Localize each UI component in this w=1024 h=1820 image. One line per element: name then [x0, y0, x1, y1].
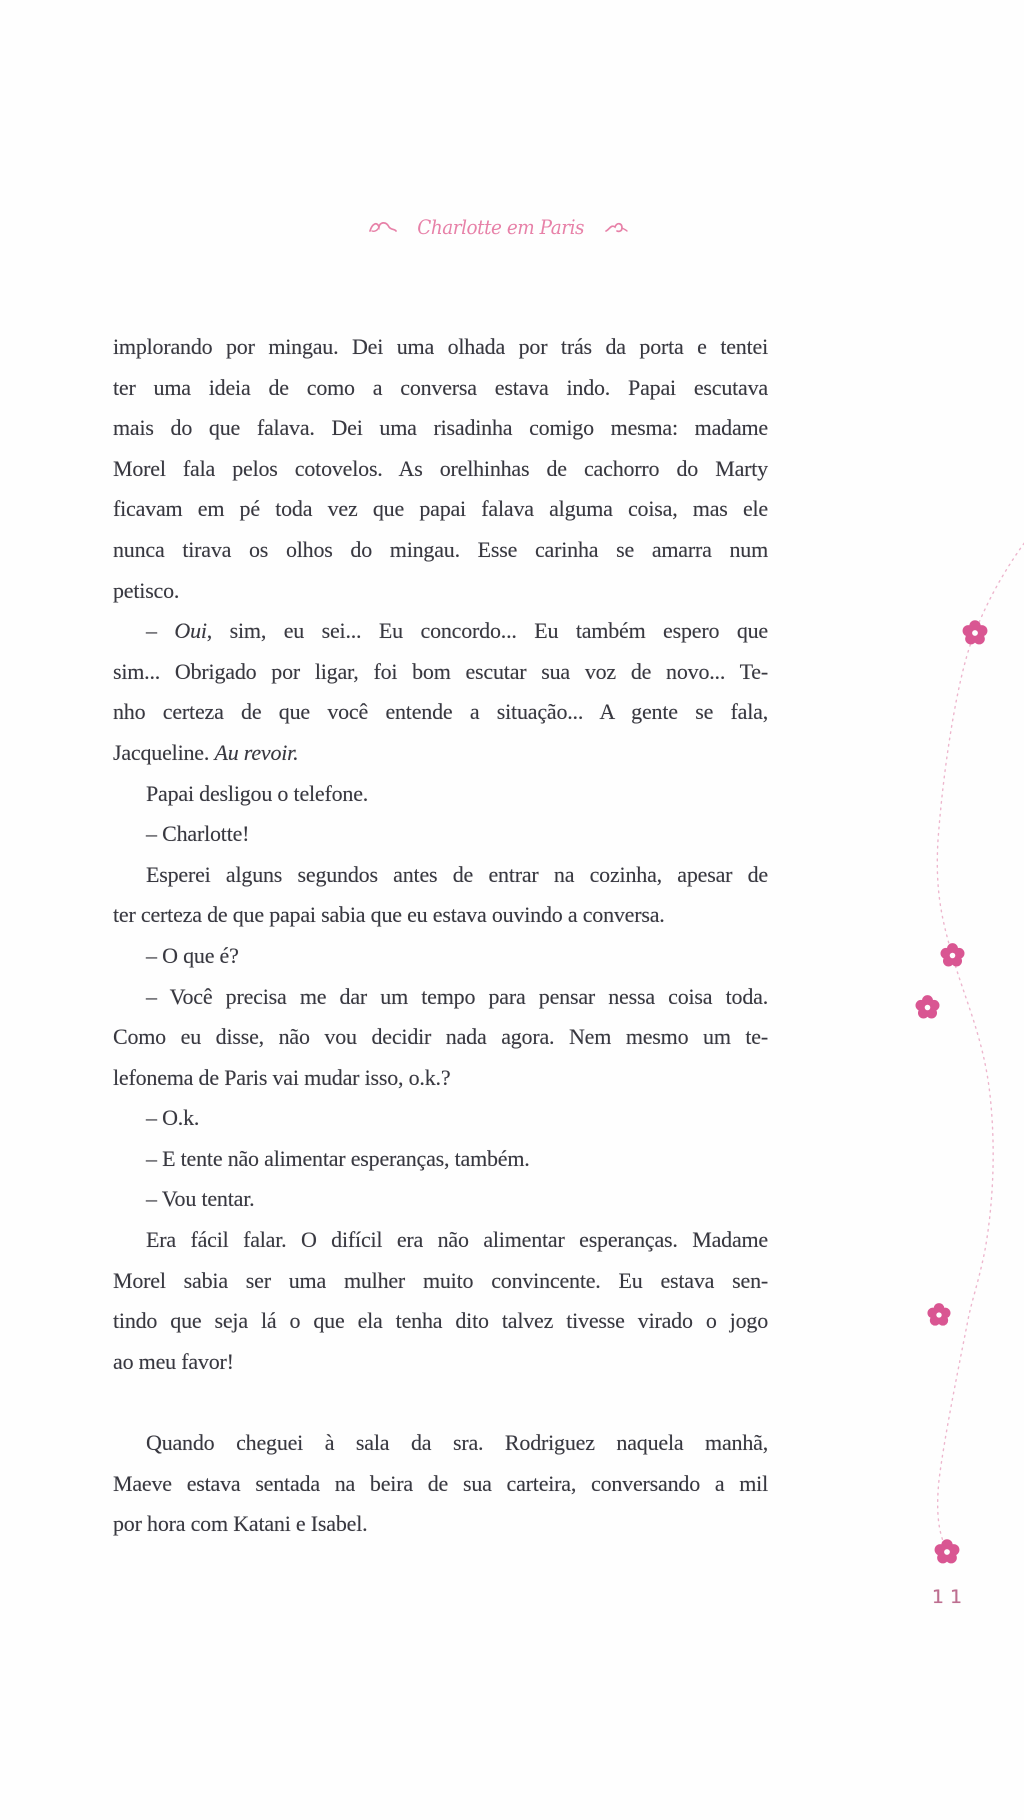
body-line: por hora com Katani e Isabel. [113, 1511, 368, 1537]
body-line: – Vou tentar. [146, 1186, 255, 1212]
body-line: – E tente não alimentar esperanças, também. [146, 1145, 530, 1171]
running-title: Charlotte em Paris [417, 215, 585, 239]
flower-icon [939, 942, 966, 969]
body-line: – O que é? [146, 942, 239, 968]
body-line: Esperei alguns segundos antes de entrar na cozinha, apesar de [146, 861, 768, 887]
body-line: Morel fala pelos cotovelos. As orelhinhas de cachorro do Marty [113, 455, 768, 481]
body-line: Maeve estava sentada na beira de sua carteira, conversando a mil [113, 1470, 768, 1496]
flower-icon [933, 1538, 961, 1566]
body-line: Jacqueline. Au revoir. [113, 739, 299, 765]
blank-line [113, 1382, 768, 1423]
body-line: Papai desligou o telefone. [146, 780, 369, 806]
body-line: ficavam em pé toda vez que papai falava alguma coisa, mas ele [113, 496, 768, 522]
chapter-header [368, 212, 628, 242]
body-line: implorando por mingau. Dei uma olhada por trás da porta e tentei [113, 334, 768, 359]
body-line: Quando cheguei à sala da sra. Rodriguez naquela manhã, [146, 1430, 768, 1456]
body-line: Era fácil falar. O difícil era não alimentar esperanças. Madame [146, 1227, 768, 1253]
swirl-right-icon [604, 219, 628, 235]
body-line: – Você precisa me dar um tempo para pensar nessa coisa toda. [146, 983, 768, 1009]
page-number: 11 [931, 1586, 969, 1608]
body-line: – O.k. [146, 1105, 200, 1131]
flower-icon [926, 1302, 952, 1328]
body-line: ter certeza de que papai sabia que eu estava ouvindo a conversa. [113, 902, 665, 928]
body-text [113, 327, 768, 1545]
body-line: Morel sabia ser uma mulher muito convincente. Eu estava sen- [113, 1267, 768, 1293]
flower-icon [914, 994, 941, 1021]
body-line: ao meu favor! [113, 1348, 234, 1374]
swirl-left-icon [368, 219, 398, 235]
body-line: nunca tirava os olhos do mingau. Esse carinha se amarra num [113, 536, 768, 562]
body-line: ter uma ideia de como a conversa estava indo. Papai escutava [113, 374, 768, 400]
body-line: Como eu disse, não vou decidir nada agora. Nem mesmo um te- [113, 1024, 768, 1050]
flower-icon [961, 619, 989, 647]
body-line: mais do que falava. Dei uma risadinha comigo mesma: madame [113, 415, 768, 441]
body-line: nho certeza de que você entende a situação... A gente se fala, [113, 699, 768, 725]
body-line: petisco. [113, 577, 180, 603]
body-line: tindo que seja lá o que ela tenha dito talvez tivesse virado o jogo [113, 1308, 768, 1334]
body-line: lefonema de Paris vai mudar isso, o.k.? [113, 1064, 451, 1090]
body-line: – Oui, sim, eu sei... Eu concordo... Eu também espero que [146, 618, 768, 644]
body-line: – Charlotte! [146, 821, 250, 847]
body-line: sim... Obrigado por ligar, foi bom escutar sua voz de novo... Te- [113, 658, 768, 684]
